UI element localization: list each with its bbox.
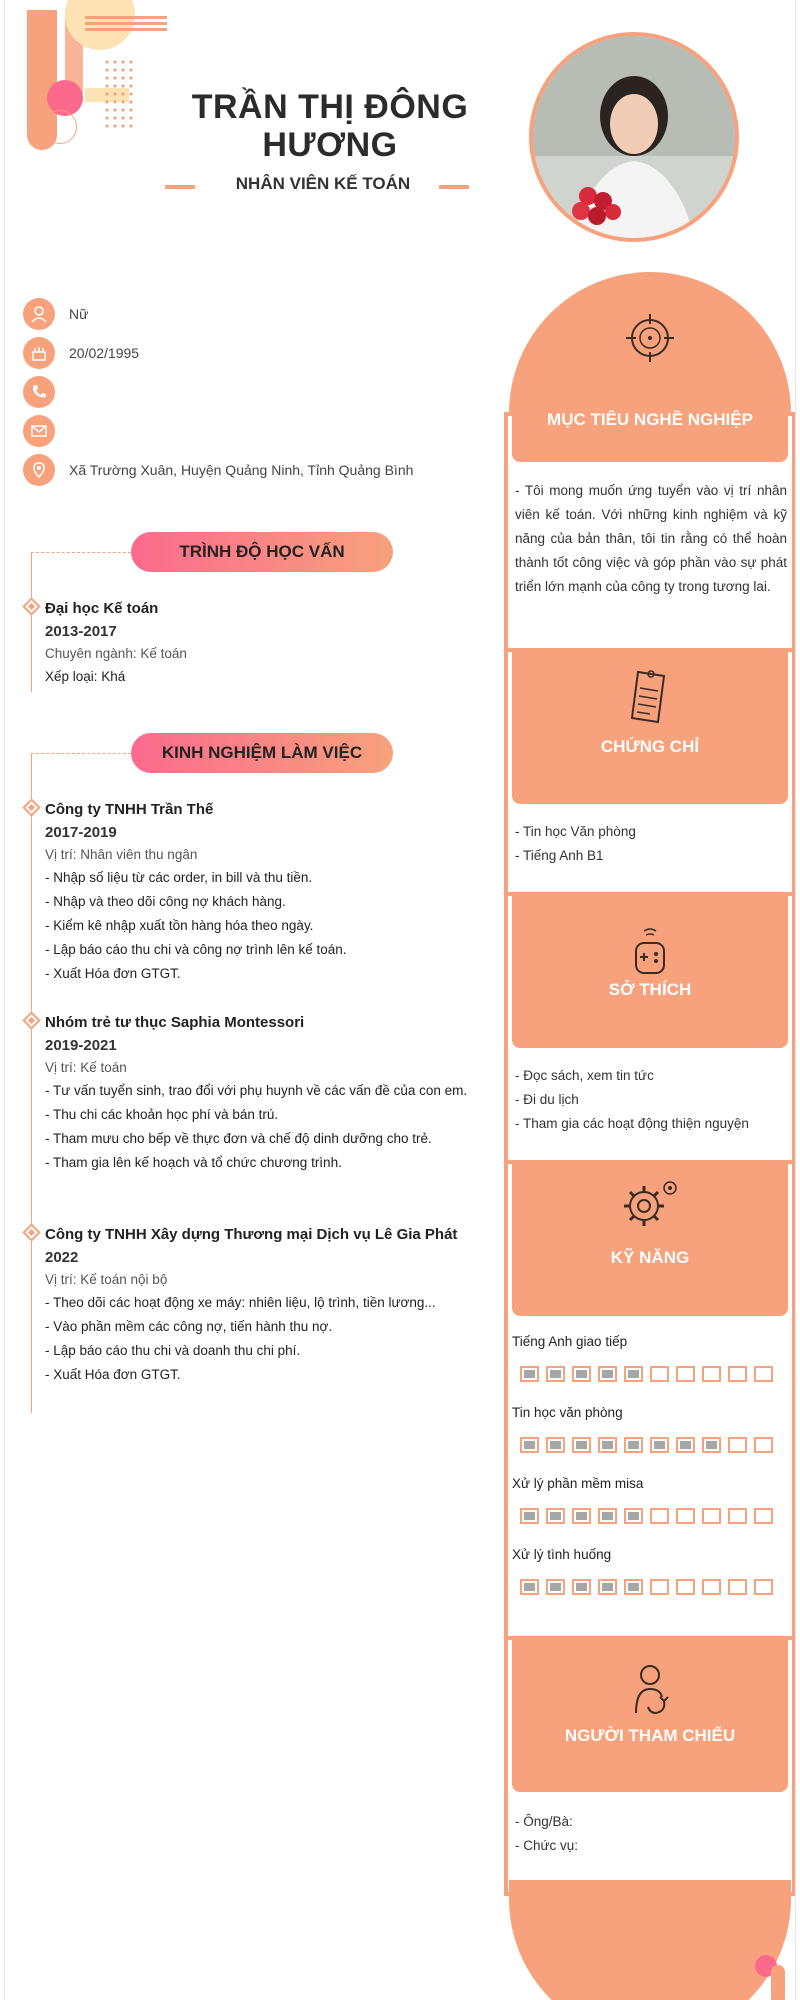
skill-box-filled bbox=[702, 1437, 721, 1453]
skill-box-filled bbox=[520, 1437, 539, 1453]
hobby-item: - Tham gia các hoạt động thiện nguyện bbox=[515, 1116, 749, 1131]
skill-box-empty bbox=[702, 1366, 721, 1382]
skill-box-filled bbox=[572, 1437, 591, 1453]
job-title: NHÂN VIÊN KẾ TOÁN bbox=[235, 174, 411, 193]
hobby-item: - Đọc sách, xem tin tức bbox=[515, 1068, 654, 1083]
objective-title: MỤC TIÊU NGHỀ NGHIỆP bbox=[547, 410, 753, 429]
skill-box-empty bbox=[702, 1508, 721, 1524]
gears-icon bbox=[615, 1172, 687, 1232]
skill-box-filled bbox=[546, 1366, 565, 1382]
company-years: 2019-2021 bbox=[45, 1037, 117, 1054]
skill-box-filled bbox=[520, 1366, 539, 1382]
company-name: Nhóm trẻ tư thục Saphia Montessori bbox=[45, 1014, 305, 1031]
skill-box-filled bbox=[546, 1579, 565, 1595]
contact-birthday bbox=[23, 337, 139, 369]
skill-box-filled bbox=[598, 1366, 617, 1382]
person-refresh-icon bbox=[620, 1660, 680, 1720]
person-icon bbox=[23, 298, 55, 330]
contact-address bbox=[23, 454, 413, 486]
skill-name: Tiếng Anh giao tiếp bbox=[512, 1334, 628, 1349]
skill-box-filled bbox=[546, 1437, 565, 1453]
school-years: 2013-2017 bbox=[45, 623, 117, 640]
duty-item: - Kiểm kê nhập xuất tồn hàng hóa theo ngày. bbox=[45, 918, 314, 933]
skill-box-empty bbox=[728, 1437, 747, 1453]
school-major: Chuyên ngành: Kế toán bbox=[45, 646, 187, 661]
company-name: Công ty TNHH Xây dựng Thương mại Dịch vụ Lê Gia Phát bbox=[45, 1226, 458, 1243]
duty-item: - Lập báo cáo thu chi và công nợ trình lên kế toán. bbox=[45, 942, 347, 957]
skill-rating bbox=[520, 1366, 773, 1382]
company-position: Vị trí: Kế toán nội bộ bbox=[45, 1272, 168, 1287]
hobbies-title: SỞ THÍCH bbox=[608, 980, 692, 999]
contact-phone bbox=[23, 376, 69, 408]
company-name: Công ty TNHH Trần Thế bbox=[45, 801, 214, 818]
skill-box-filled bbox=[676, 1437, 695, 1453]
skill-box-filled bbox=[598, 1437, 617, 1453]
skill-box-empty bbox=[702, 1579, 721, 1595]
school-name: Đại học Kế toán bbox=[45, 600, 159, 617]
skill-box-filled bbox=[572, 1508, 591, 1524]
clipboard-icon bbox=[620, 666, 680, 726]
skill-box-filled bbox=[598, 1579, 617, 1595]
experience-timeline bbox=[31, 753, 32, 1413]
skill-box-empty bbox=[676, 1366, 695, 1382]
skill-box-filled bbox=[572, 1366, 591, 1382]
experience-bullet bbox=[22, 798, 40, 816]
hobby-item: - Đi du lịch bbox=[515, 1092, 579, 1107]
title-dash-right bbox=[439, 185, 469, 189]
duty-item: - Nhập số liệu từ các order, in bill và thu tiền. bbox=[45, 870, 313, 885]
references-title: NGƯỜI THAM CHIẾU bbox=[564, 1726, 736, 1745]
decorative-graphic bbox=[25, 10, 135, 150]
contact-gender bbox=[23, 298, 88, 330]
skill-box-filled bbox=[572, 1579, 591, 1595]
certificate-item: - Tin học Văn phòng bbox=[515, 824, 636, 839]
skill-rating bbox=[520, 1437, 773, 1453]
skill-box-filled bbox=[650, 1437, 669, 1453]
gender-text: Nữ bbox=[69, 306, 89, 322]
experience-entry bbox=[45, 1014, 485, 1171]
reference-item: - Ông/Bà: bbox=[515, 1814, 573, 1829]
skill-box-filled bbox=[624, 1508, 643, 1524]
skill-box-filled bbox=[520, 1508, 539, 1524]
skill-box-empty bbox=[650, 1366, 669, 1382]
reference-item: - Chức vụ: bbox=[515, 1838, 579, 1853]
skill-rating bbox=[520, 1579, 773, 1595]
experience-bullet bbox=[22, 1011, 40, 1029]
contact-email bbox=[23, 415, 69, 447]
skill-name: Xử lý tình huống bbox=[512, 1547, 612, 1562]
skill-name: Tin học văn phòng bbox=[512, 1405, 623, 1420]
target-icon bbox=[620, 308, 680, 368]
objective-text: - Tôi mong muốn ứng tuyển vào vị trí nhân viên kế toán. Với những kinh nghiệm và kỹ năng của bản thân, tôi tin rằng có thể hoàn thành tốt công việc và góp phần vào sự phát triển lớn mạnh của công ty trong tương lai. bbox=[515, 483, 787, 594]
skill-box-empty bbox=[754, 1437, 773, 1453]
duty-item: - Lập báo cáo thu chi và doanh thu chi phí. bbox=[45, 1343, 301, 1358]
skill-box-empty bbox=[728, 1366, 747, 1382]
skill-box-filled bbox=[598, 1508, 617, 1524]
skill-box-empty bbox=[650, 1508, 669, 1524]
company-years: 2022 bbox=[45, 1249, 79, 1266]
experience-heading: KINH NGHIỆM LÀM VIỆC bbox=[131, 733, 393, 773]
map-pin-icon bbox=[23, 454, 55, 486]
gamepad-icon bbox=[620, 922, 680, 982]
birthday-cake-icon bbox=[23, 337, 55, 369]
skill-box-empty bbox=[728, 1508, 747, 1524]
skill-box-filled bbox=[546, 1508, 565, 1524]
skill-box-empty bbox=[754, 1366, 773, 1382]
duty-item: - Thu chi các khoản học phí và bán trú. bbox=[45, 1107, 279, 1122]
skill-box-empty bbox=[754, 1579, 773, 1595]
duty-item: - Theo dõi các hoạt động xe máy: nhiên liệu, lộ trình, tiền lương... bbox=[45, 1295, 436, 1310]
skill-box-filled bbox=[520, 1579, 539, 1595]
skills-title: KỸ NĂNG bbox=[610, 1248, 690, 1267]
skill-box-filled bbox=[624, 1579, 643, 1595]
skill-box-filled bbox=[624, 1366, 643, 1382]
candidate-name: TRẦN THỊ ĐÔNG HƯƠNG bbox=[191, 88, 469, 164]
skill-name: Xử lý phần mềm misa bbox=[512, 1476, 644, 1491]
birthday-text: 20/02/1995 bbox=[69, 345, 140, 361]
skill-box-empty bbox=[650, 1579, 669, 1595]
skill-box-empty bbox=[754, 1508, 773, 1524]
experience-connector bbox=[31, 753, 131, 754]
certificate-item: - Tiếng Anh B1 bbox=[515, 848, 604, 863]
education-entry bbox=[45, 600, 485, 685]
address-text: Xã Trường Xuân, Huyện Quảng Ninh, Tỉnh Quảng Bình bbox=[69, 462, 414, 478]
avatar bbox=[529, 32, 739, 242]
experience-entry bbox=[45, 801, 485, 982]
resume-page bbox=[4, 0, 796, 2000]
skill-rating bbox=[520, 1508, 773, 1524]
duty-item: - Xuất Hóa đơn GTGT. bbox=[45, 966, 181, 981]
skill-box-filled bbox=[624, 1437, 643, 1453]
duty-item: - Xuất Hóa đơn GTGT. bbox=[45, 1367, 181, 1382]
skill-box-empty bbox=[728, 1579, 747, 1595]
company-years: 2017-2019 bbox=[45, 824, 117, 841]
decorative-graphic-bottom bbox=[725, 1945, 796, 2000]
school-grade: Xếp loại: Khá bbox=[45, 669, 126, 684]
education-heading: TRÌNH ĐỘ HỌC VẤN bbox=[131, 532, 393, 572]
certificates-title: CHỨNG CHỈ bbox=[600, 737, 700, 756]
duty-item: - Vào phần mềm các công nợ, tiến hành thu nợ. bbox=[45, 1319, 333, 1334]
skill-box-empty bbox=[676, 1579, 695, 1595]
skill-box-empty bbox=[676, 1508, 695, 1524]
experience-entry bbox=[45, 1226, 485, 1383]
duty-item: - Tham mưu cho bếp về thực đơn và chế độ dinh dưỡng cho trẻ. bbox=[45, 1131, 432, 1146]
education-bullet bbox=[22, 597, 40, 615]
company-position: Vị trí: Kế toán bbox=[45, 1060, 127, 1075]
mail-icon bbox=[23, 415, 55, 447]
education-connector bbox=[31, 552, 131, 553]
phone-icon bbox=[23, 376, 55, 408]
company-position: Vị trí: Nhân viên thu ngân bbox=[45, 847, 198, 862]
experience-bullet bbox=[22, 1223, 40, 1241]
education-timeline bbox=[31, 552, 32, 692]
duty-item: - Tham gia lên kế hoạch và tổ chức chương trình. bbox=[45, 1155, 342, 1170]
duty-item: - Nhập và theo dõi công nợ khách hàng. bbox=[45, 894, 286, 909]
duty-item: - Tư vấn tuyển sinh, trao đổi với phụ huynh về các vấn đề của con em. bbox=[45, 1083, 468, 1098]
